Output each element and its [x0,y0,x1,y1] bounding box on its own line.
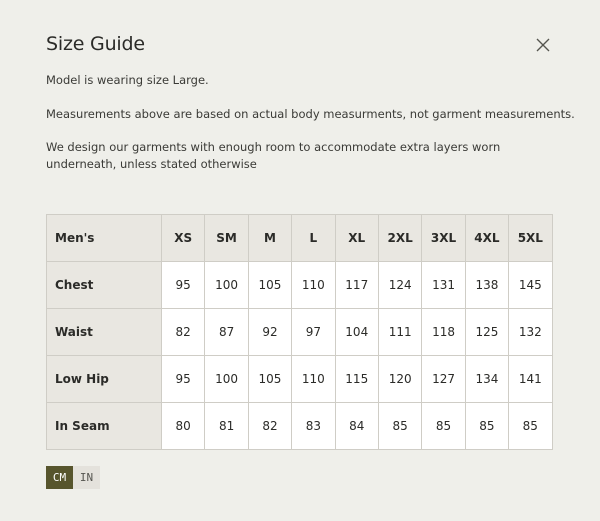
unit-toggle [46,466,100,489]
table-cell: 85 [422,403,465,450]
fit-note: We design our garments with enough room to accommodate extra layers worn underneath, unless stated otherwise [46,140,501,171]
model-note: Model is wearing size Large. [46,73,209,87]
size-header: SM [205,215,248,262]
close-button[interactable] [533,35,553,55]
size-header-row [47,215,553,262]
size-header: 3XL [422,215,465,262]
table-cell: 82 [162,309,205,356]
table-cell: 97 [292,309,335,356]
table-cell: 120 [378,356,421,403]
measurement-note: Measurements above are based on actual body measurments, not garment measurements. [46,107,575,121]
size-header: XS [162,215,205,262]
unit-in-button[interactable]: IN [73,466,100,489]
table-cell: 80 [162,403,205,450]
row-label: In Seam [47,403,162,450]
table-cell: 138 [465,262,508,309]
size-header: 5XL [509,215,552,262]
table-cell: 117 [335,262,378,309]
table-cell: 110 [292,262,335,309]
corner-label: Men's [47,215,162,262]
table-cell: 81 [205,403,248,450]
table-cell: 125 [465,309,508,356]
table-cell: 92 [248,309,291,356]
size-header: XL [335,215,378,262]
close-icon [533,35,553,55]
row-label: Chest [47,262,162,309]
table-row [47,403,553,450]
table-cell: 115 [335,356,378,403]
table-cell: 85 [509,403,552,450]
table-cell: 141 [509,356,552,403]
table-row [47,309,553,356]
table-cell: 131 [422,262,465,309]
table-cell: 95 [162,262,205,309]
table-cell: 132 [509,309,552,356]
size-header: M [248,215,291,262]
table-cell: 100 [205,262,248,309]
table-cell: 134 [465,356,508,403]
table-cell: 85 [465,403,508,450]
table-cell: 82 [248,403,291,450]
table-row [47,356,553,403]
table-row [47,262,553,309]
table-cell: 145 [509,262,552,309]
table-cell: 127 [422,356,465,403]
size-table [46,214,553,450]
table-cell: 110 [292,356,335,403]
table-cell: 87 [205,309,248,356]
size-header: 2XL [378,215,421,262]
table-cell: 124 [378,262,421,309]
table-cell: 111 [378,309,421,356]
page-title: Size Guide [46,33,145,55]
table-cell: 85 [378,403,421,450]
unit-cm-button[interactable]: CM [46,466,73,489]
table-cell: 100 [205,356,248,403]
table-cell: 105 [248,262,291,309]
table-cell: 118 [422,309,465,356]
table-cell: 84 [335,403,378,450]
row-label: Waist [47,309,162,356]
table-cell: 95 [162,356,205,403]
table-cell: 105 [248,356,291,403]
table-cell: 104 [335,309,378,356]
row-label: Low Hip [47,356,162,403]
size-header: 4XL [465,215,508,262]
table-cell: 83 [292,403,335,450]
size-header: L [292,215,335,262]
